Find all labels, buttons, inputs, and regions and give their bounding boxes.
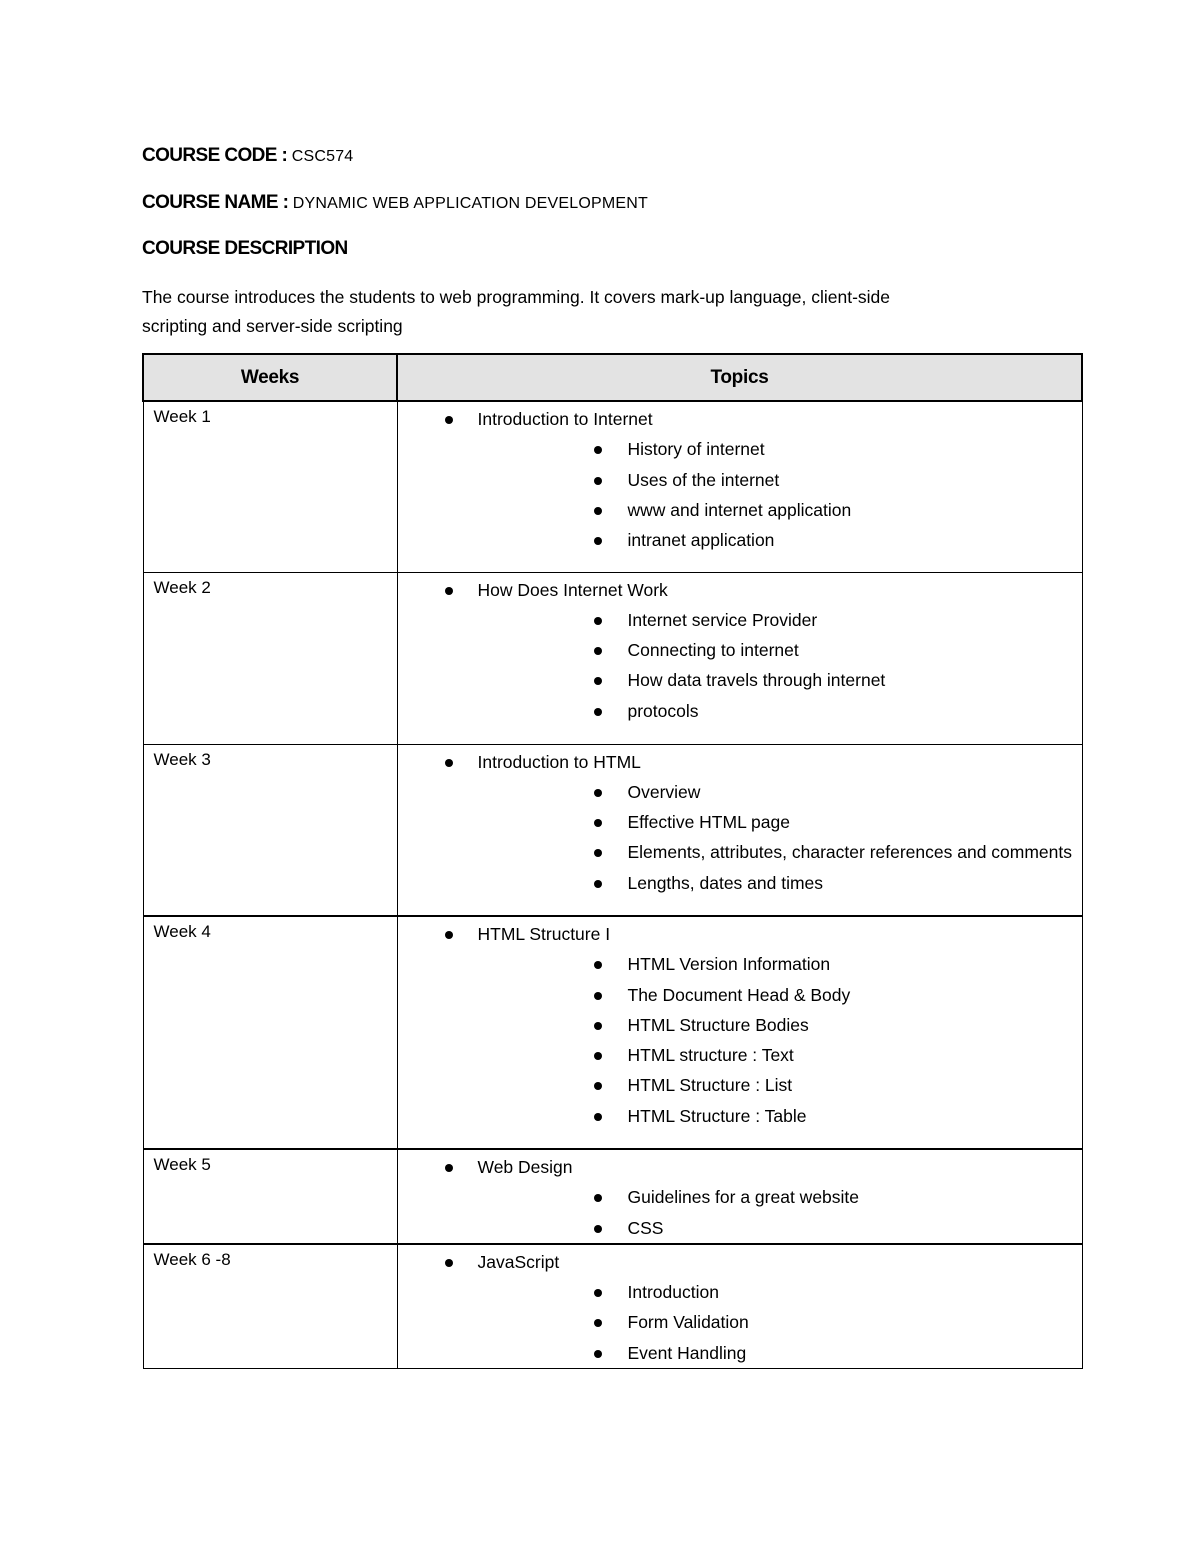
bullet-icon	[594, 647, 602, 655]
bullet-icon	[594, 1225, 602, 1233]
subtopic-item	[478, 1213, 1082, 1243]
syllabus-table	[142, 353, 1083, 1369]
bullet-icon	[594, 1350, 602, 1358]
topics-cell	[397, 401, 1082, 572]
subtopic-item	[478, 868, 1082, 898]
bullet-icon	[445, 587, 453, 595]
subtopic-text: Event Handling	[627, 1342, 747, 1363]
description-line-2: scripting and server-side scripting	[142, 316, 403, 336]
bullet-icon	[445, 1259, 453, 1267]
bullet-icon	[445, 416, 453, 424]
subtopic-item	[478, 1182, 1082, 1212]
subtopic-item	[478, 980, 1082, 1010]
subtopic-text: HTML Structure : Table	[627, 1105, 807, 1126]
subtopic-item	[478, 696, 1082, 726]
bullet-icon	[594, 1022, 602, 1030]
subtopic-item	[478, 1010, 1082, 1040]
description-line-1: The course introduces the students to web programming. It covers mark-up language, client-side	[142, 287, 891, 307]
subtopic-text: Introduction	[627, 1282, 719, 1303]
topic-item	[398, 1152, 1082, 1243]
subtopic-text: HTML Structure Bodies	[627, 1014, 809, 1035]
subtopic-item	[478, 1101, 1082, 1131]
subtopic-text: Lengths, dates and times	[627, 872, 824, 893]
week-cell: Week 1	[143, 401, 397, 572]
subtopic-text: intranet application	[627, 530, 775, 551]
week-cell: Week 4	[143, 916, 397, 1149]
course-code-value: CSC574	[291, 148, 354, 165]
subtopic-text: Form Validation	[627, 1312, 749, 1333]
bullet-icon	[594, 477, 602, 485]
bullet-icon	[594, 677, 602, 685]
subtopic-item	[478, 605, 1082, 635]
bullet-icon	[594, 789, 602, 797]
topic-item	[398, 575, 1082, 726]
table-row	[143, 916, 1082, 1149]
subtopic-item	[478, 777, 1082, 807]
bullet-icon	[594, 1113, 602, 1121]
table-header-row	[143, 354, 1082, 401]
bullet-icon	[594, 819, 602, 827]
week-cell: Week 5	[143, 1149, 397, 1244]
course-description-text	[142, 283, 1042, 341]
subtopic-text: www and internet application	[627, 499, 852, 520]
subtopic-text: Effective HTML page	[627, 812, 790, 833]
week-cell: Week 3	[143, 744, 397, 916]
bullet-icon	[594, 1194, 602, 1202]
subtopic-text: protocols	[627, 700, 699, 721]
bullet-icon	[594, 507, 602, 515]
bullet-icon	[594, 961, 602, 969]
course-code-label: COURSE CODE :	[142, 145, 288, 166]
subtopic-text: Internet service Provider	[627, 609, 818, 630]
subtopic-text: HTML Structure : List	[627, 1075, 793, 1096]
course-code-line	[142, 145, 353, 167]
weeks-column-header: Weeks	[143, 354, 397, 401]
bullet-icon	[594, 617, 602, 625]
bullet-icon	[594, 708, 602, 716]
bullet-icon	[445, 759, 453, 767]
bullet-icon	[594, 446, 602, 454]
bullet-icon	[594, 992, 602, 1000]
week-cell: Week 6 -8	[143, 1244, 397, 1369]
subtopic-text: Elements, attributes, character references and comments	[627, 842, 1073, 863]
table-row	[143, 401, 1082, 572]
topic-text: Introduction to Internet	[477, 409, 653, 429]
course-description-line	[142, 238, 348, 260]
topics-cell	[397, 1244, 1082, 1369]
course-name-line	[142, 192, 648, 214]
bullet-icon	[594, 849, 602, 857]
subtopic-text: How data travels through internet	[627, 670, 886, 691]
subtopic-text: History of internet	[627, 439, 765, 460]
topics-column-header: Topics	[397, 354, 1082, 401]
subtopic-item	[478, 837, 1082, 867]
subtopic-item	[478, 1070, 1082, 1100]
subtopic-text: HTML structure : Text	[627, 1045, 794, 1066]
bullet-icon	[445, 1164, 453, 1172]
subtopic-item	[478, 1338, 1082, 1368]
subtopic-text: Connecting to internet	[627, 640, 799, 661]
table-row	[143, 572, 1082, 744]
subtopic-item	[478, 465, 1082, 495]
table-row	[143, 744, 1082, 916]
topic-text: How Does Internet Work	[477, 579, 668, 600]
subtopic-item	[478, 1277, 1082, 1307]
course-name-value: DYNAMIC WEB APPLICATION DEVELOPMENT	[292, 195, 648, 212]
week-cell: Week 2	[143, 572, 397, 744]
topic-text: Introduction to HTML	[477, 751, 641, 772]
bullet-icon	[594, 1052, 602, 1060]
topic-text: Web Design	[477, 1157, 573, 1177]
topics-cell	[397, 572, 1082, 744]
subtopic-item	[478, 949, 1082, 979]
subtopic-text: Uses of the internet	[627, 469, 780, 490]
topic-item	[398, 1247, 1082, 1368]
subtopic-text: Guidelines for a great website	[627, 1187, 860, 1208]
subtopic-item	[478, 495, 1082, 525]
subtopic-item	[478, 434, 1082, 464]
topic-item	[398, 404, 1082, 555]
table-row	[143, 1149, 1082, 1244]
topic-item	[398, 919, 1082, 1131]
table-row	[143, 1244, 1082, 1369]
subtopic-text: Overview	[627, 781, 701, 802]
topic-text: HTML Structure I	[477, 924, 611, 944]
topics-cell	[397, 744, 1082, 916]
subtopic-text: The Document Head & Body	[627, 984, 851, 1005]
course-name-label: COURSE NAME :	[142, 192, 289, 213]
bullet-icon	[594, 1082, 602, 1090]
topic-item	[398, 747, 1082, 898]
subtopic-item	[478, 1040, 1082, 1070]
subtopic-item	[478, 807, 1082, 837]
topics-cell	[397, 916, 1082, 1149]
subtopic-text: HTML Version Information	[627, 954, 831, 975]
topic-text: JavaScript	[477, 1251, 560, 1272]
subtopic-text: CSS	[627, 1217, 664, 1238]
bullet-icon	[594, 1289, 602, 1297]
subtopic-item	[478, 665, 1082, 695]
bullet-icon	[594, 880, 602, 888]
bullet-icon	[594, 537, 602, 545]
bullet-icon	[445, 931, 453, 939]
subtopic-item	[478, 525, 1082, 555]
subtopic-item	[478, 1307, 1082, 1337]
topics-cell	[397, 1149, 1082, 1244]
subtopic-item	[478, 635, 1082, 665]
bullet-icon	[594, 1319, 602, 1327]
course-description-heading: COURSE DESCRIPTION	[142, 238, 348, 259]
